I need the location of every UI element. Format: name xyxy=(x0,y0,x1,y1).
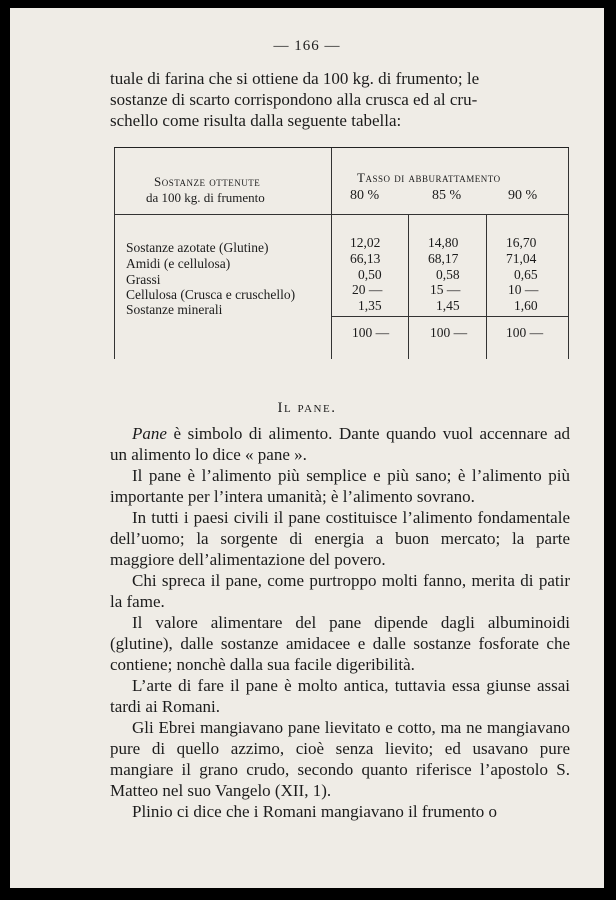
table-cell: 16,70 xyxy=(506,235,537,250)
composition-table xyxy=(114,147,569,359)
header-rule xyxy=(114,214,569,215)
header-right: Tasso di abburattamento xyxy=(357,170,501,185)
table-cell: 20 — xyxy=(352,282,383,297)
book-page xyxy=(10,8,604,888)
table-cell: 0,50 xyxy=(358,267,382,282)
body-text xyxy=(110,423,570,822)
intro-line: tuale di farina che si ottiene da 100 kg. di frumento; le xyxy=(110,69,480,88)
page-number: — 166 — xyxy=(273,38,341,54)
column-divider xyxy=(408,214,409,359)
column-header-80: 80 % xyxy=(350,188,380,203)
table-cell: 66,13 xyxy=(350,251,381,266)
table-cell: 14,80 xyxy=(428,235,459,250)
table-cell: 0,65 xyxy=(514,267,538,282)
totals-rule xyxy=(331,316,569,317)
paragraph-text: è simbolo di alimento. Dante quando vuol accennare ad un alimento lo dice « pane ». xyxy=(110,424,570,464)
section-heading: Il pane. xyxy=(277,400,337,416)
paragraph: In tutti i paesi civili il pane costituisce l’alimento fondamentale dell’uomo; la sorgente di energia a buon mercato; la parte maggiore dell’alimentazione del povero. xyxy=(110,508,570,569)
table-cell: 0,58 xyxy=(436,267,460,282)
column-divider xyxy=(331,148,332,359)
paragraph: Chi spreca il pane, come purtroppo molti fanno, merita di patir la fame. xyxy=(110,571,570,611)
table-cell: 1,60 xyxy=(514,298,538,313)
column-divider xyxy=(486,214,487,359)
table-cell: 10 — xyxy=(508,282,539,297)
paragraph: Plinio ci dice che i Romani mangiavano il frumento o xyxy=(132,802,497,821)
paragraph: Gli Ebrei mangiavano pane lievitato e cotto, ma ne mangiavano pure di quello azzimo, cioè senza lievito; ed usavano pure mangiare il grano crudo, secondo quanto riferisce l’apostolo S. Matteo nel suo Vangelo (XII, 1). xyxy=(110,718,570,800)
header-left-2: da 100 kg. di frumento xyxy=(146,190,265,205)
table-total: 100 — xyxy=(506,325,544,340)
table-cell: 71,04 xyxy=(506,251,537,266)
table-cell: 12,02 xyxy=(350,235,381,250)
intro-paragraph xyxy=(110,68,570,131)
row-label: Sostanze minerali xyxy=(126,302,223,317)
column-header-85: 85 % xyxy=(432,188,462,203)
paragraph: Il valore alimentare del pane dipende dagli albuminoidi (glutine), dalle sostanze amidacee e dalle sostanze fosforate che contiene; nonchè dalla sua facile digeribilità. xyxy=(110,613,570,674)
table-cell: 1,45 xyxy=(436,298,460,313)
row-label: Sostanze azotate (Glutine) xyxy=(126,240,269,255)
paragraph: Il pane è l’alimento più semplice e più sano; è l’alimento più importante per l’intera umanità; è l’alimento sovrano. xyxy=(110,466,570,506)
header-left-1: Sostanze ottenute xyxy=(154,174,261,189)
table-total: 100 — xyxy=(352,325,390,340)
intro-line: schello come risulta dalla seguente tabella: xyxy=(110,111,402,130)
table-cell: 1,35 xyxy=(358,298,382,313)
paragraph: L’arte di fare il pane è molto antica, tuttavia essa giunse assai tardi ai Romani. xyxy=(110,676,570,716)
row-label: Grassi xyxy=(126,272,161,287)
table-border-left xyxy=(114,148,115,359)
table-border-right xyxy=(568,148,569,359)
column-header-90: 90 % xyxy=(508,188,538,203)
table-cell: 68,17 xyxy=(428,251,459,266)
table-total: 100 — xyxy=(430,325,468,340)
paragraph xyxy=(110,423,570,465)
intro-line: sostanze di scarto corrispondono alla crusca ed al cru- xyxy=(110,90,478,109)
emphasized-word: Pane xyxy=(132,424,167,443)
row-label: Cellulosa (Crusca e cruschello) xyxy=(126,287,296,302)
row-label: Amidi (e cellulosa) xyxy=(126,256,231,271)
table-cell: 15 — xyxy=(430,282,461,297)
